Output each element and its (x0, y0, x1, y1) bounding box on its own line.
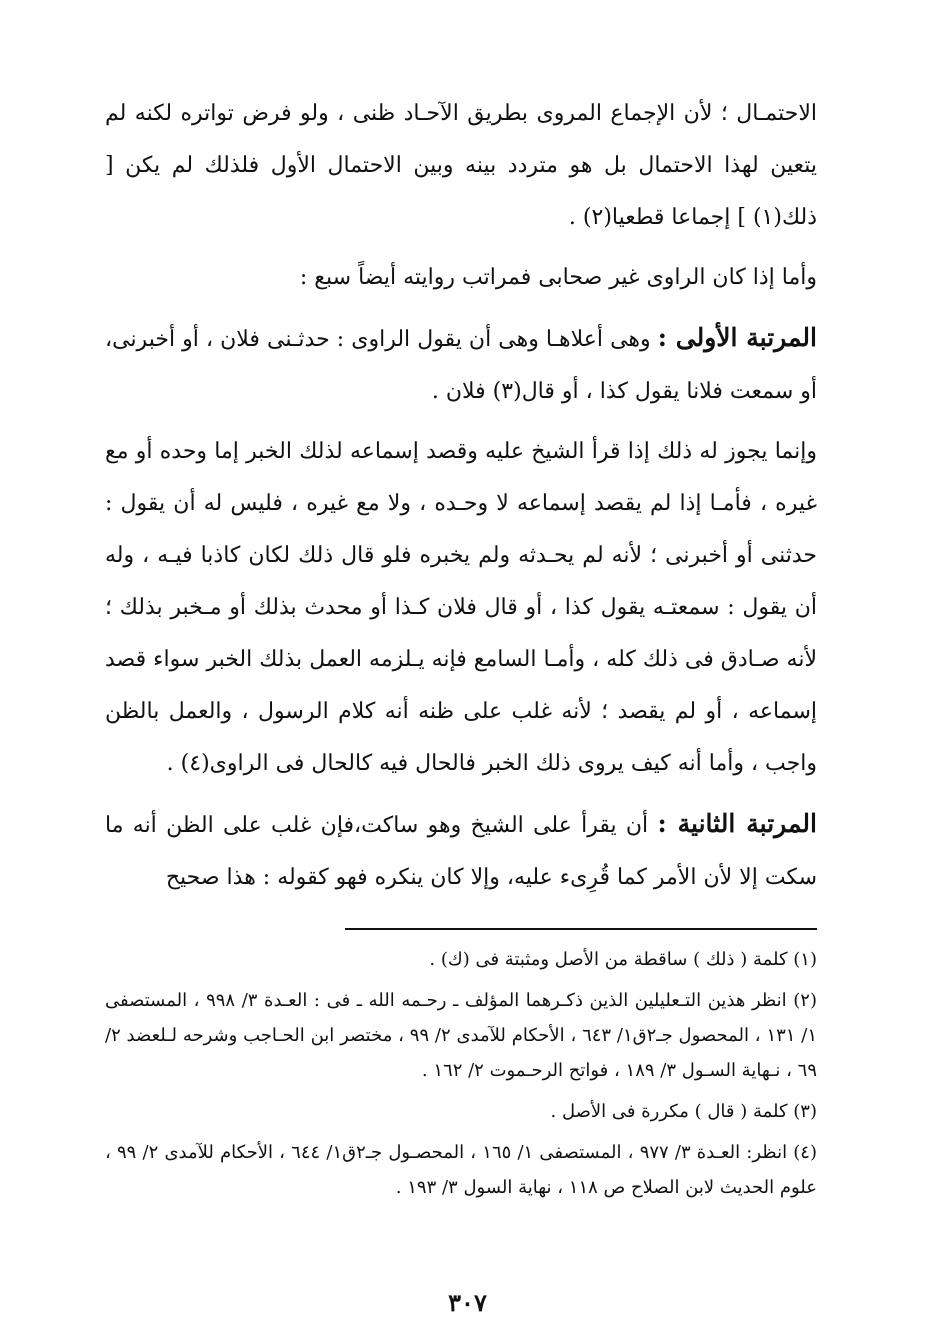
rank-1-heading: المرتبة الأولى : (657, 323, 817, 352)
rank-1-text: وهى أعلاهـا وهى أن يقول الراوى : حدثـنى فلان ، أو أخبرنى، أو سمعت فلانا يقول كذا ، أو قال(٣) فلان . (105, 327, 817, 404)
footnotes (105, 942, 817, 1211)
footnote-2: (٢) انظر هذين التـعليلين الذين ذكـرهما المؤلف ـ رحـمه الله ـ فى : العـدة ٣/ ٩٩٨ ، المستصفى ١/ ١٣١ ، المحصول جـ٢ق١/ ٦٤٣ ، الأحكام للآمدى ٢/ ٩٩ ، مختصر ابن الحـاجب وشرحه لـلعضد ٢/ ٦٩ ، نـهاية السـول ٣/ ١٨٩ ، فواتح الرحـموت ٢/ ١٦٢ . (105, 990, 817, 1081)
paragraph-rank-2 (105, 798, 817, 904)
footnote-divider (345, 928, 817, 930)
footnote-1: (١) كلمة ( ذلك ) ساقطة من الأصل ومثبتة فى (ك) . (429, 949, 817, 970)
page-number: ٣٠٧ (448, 1288, 487, 1317)
paragraph-1: الاحتمـال ؛ لأن الإجماع المروى بطريق الآحـاد ظنى ، ولو فرض تواتره لكنه لم يتعين لهذا الاحتمال بل هو متردد بينه وبين الاحتمال الأول فلذلك لم يكن [ ذلك(١) ] إجماعا قطعيا(٢) . (105, 101, 817, 230)
footnote-3: (٣) كلمة ( قال ) مكررة فى الأصل . (550, 1101, 817, 1122)
paragraph-4: وإنما يجوز له ذلك إذا قرأ الشيخ عليه وقصد إسماعه لذلك الخبر إما وحده أو مع غيره ، فأمـا إذا لم يقصد إسماعه لا وحـده ، ولا مع غيره ، فليس له أن يقول : حدثنى أو أخبرنى ؛ لأنه لم يحـدثه ولم يخبره فلو قال ذلك لكان كاذبا فيـه ، وله أن يقول : سمعتـه يقول كذا ، أو قال فلان كـذا أو محدث بذلك أو مـخبر بذلك ؛ لأنه صـادق فى ذلك كله ، وأمـا السامع فإنه يـلزمه العمل بذلك الخبر سواء قصد إسماعه ، أو لم يقصد ؛ لأنه غلب على ظنه أنه كلام الرسول ، والعمل بالظن واجب ، وأما أنه كيف يروى ذلك الخبر فالحال فيه كالحال فى الراوى(٤) . (105, 439, 817, 776)
rank-2-heading: المرتبة الثانية : (657, 809, 817, 838)
paragraph-rank-1 (105, 312, 817, 418)
main-text (105, 88, 817, 904)
rank-2-text: أن يقرأ على الشيخ وهو ساكت،فإن غلب على الظن أنه ما سكت إلا لأن الأمر كما قُرِىء عليه، وإلا كان ينكره فهو كقوله : هذا صحيح (105, 813, 817, 890)
paragraph-2: وأما إذا كان الراوى غير صحابى فمراتب روايته أيضاً سبع : (299, 265, 817, 290)
footnote-4: (٤) انظر: العـدة ٣/ ٩٧٧ ، المستصفى ١/ ١٦٥ ، المحصـول جـ٢ق١/ ٦٤٤ ، الأحكام للآمدى ٢/ ٩٩ ، علوم الحديث لابن الصلاح ص ١١٨ ، نهاية السول ٣/ ١٩٣ . (105, 1142, 817, 1198)
